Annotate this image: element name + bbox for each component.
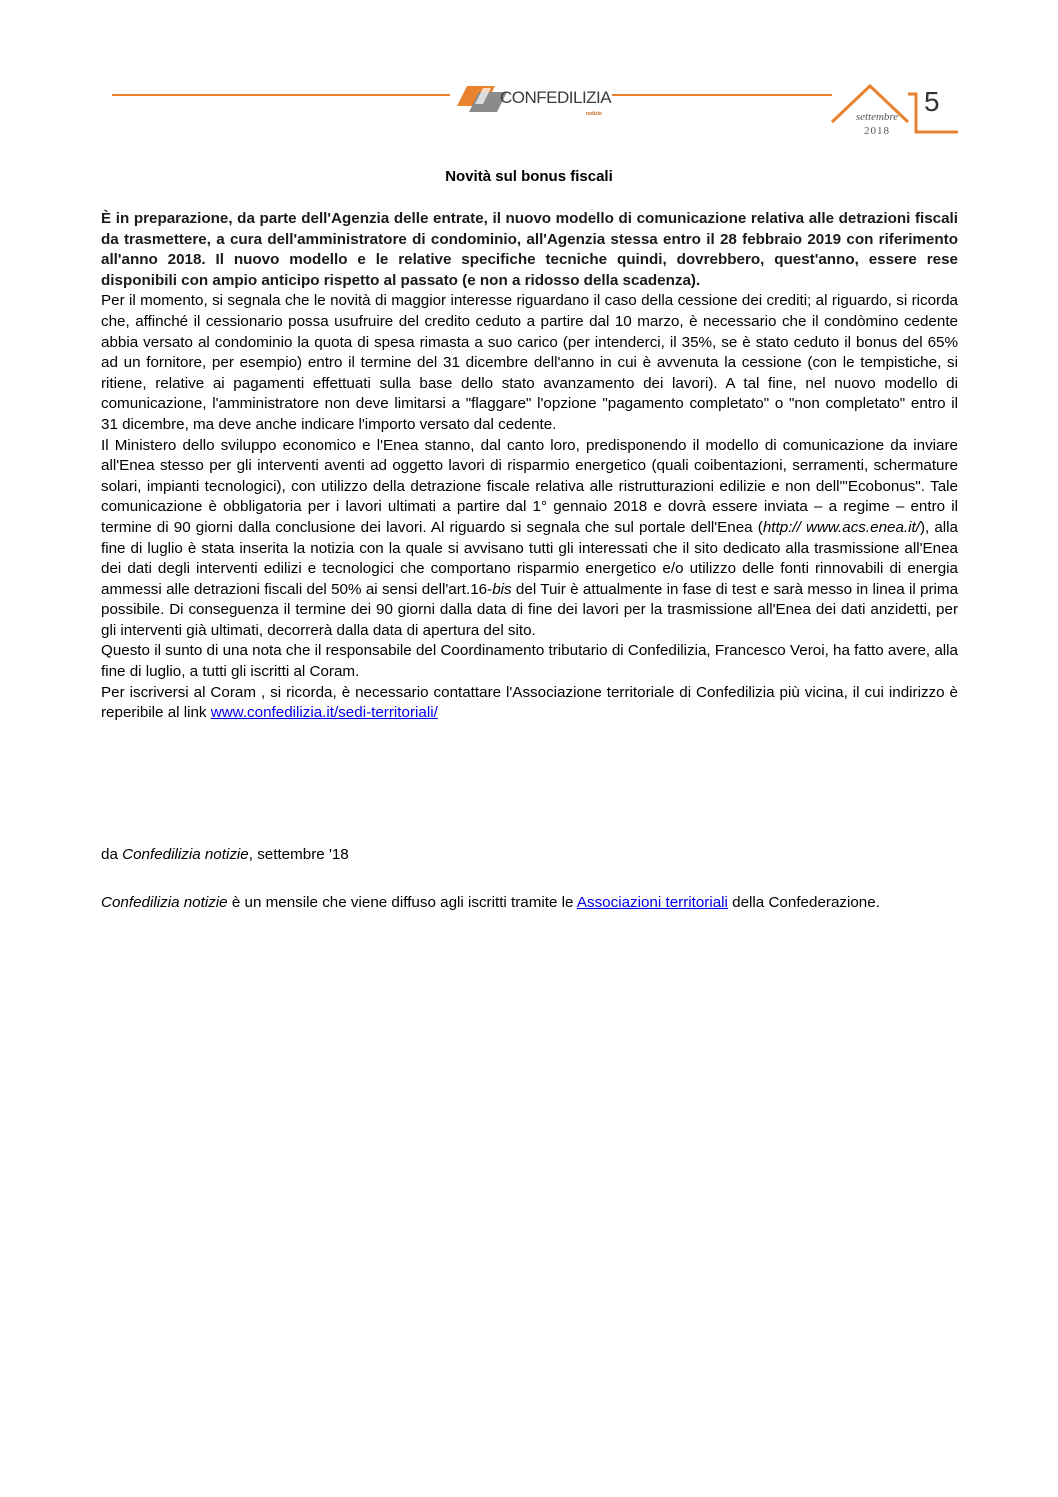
brand-name: CONFEDILIZIA — [500, 88, 612, 107]
paragraph-4: Questo il sunto di una nota che il responsabile del Coordinamento tributario di Confedilizia, Francesco Veroi, ha fatto avere, alla fine di luglio, a tutti gli iscritti al Coram. — [101, 642, 958, 681]
paragraph-3-part-b: ), alla fine di luglio è stata inserita la notizia con la quale si avvisano tutti gli interessati che il sito dedicato alla trasmissione all'Enea dei dati degli interventi edilizi e tecnologici che comportano risparmio energetico e/o utilizzo delle fonti rinnovabili di energia ammessi alle detrazioni fiscali del 50% ai sensi dell'art.16- — [101, 518, 958, 598]
article-body — [101, 209, 958, 724]
article-title: Novità sul bonus fiscali — [445, 168, 613, 185]
issue-year: 2018 — [864, 125, 890, 137]
source-publication: Confedilizia notizie — [122, 846, 249, 863]
sedi-territoriali-link[interactable]: www.confedilizia.it/sedi-territoriali/ — [210, 704, 438, 722]
paragraph-2: Per il momento, si segnala che le novità di maggior interesse riguardano il caso della cessione dei crediti; al riguardo, si ricorda che, affinché il cessionario possa usufruire del credito ceduto a partire dal 10 marzo, è necessario che il condòmino cedente abbia versato al condominio la quota di spesa rimasta a suo carico (per intenderci, il 35%, se è stato ceduto il bonus del 65% ad un fornitore, per esempio) entro il termine del 31 dicembre dell'anno in cui è avvenuta la cessione (con le tempistiche, si ritiene, relative ai pagamenti effettuati sulla base dello stato avanzamento dei lavori). A tal fine, nel nuovo modello di comunicazione, l'amministratore non deve limitarsi a "flaggare" l'opzione "pagamento completato" o "non completato" entro il 31 dicembre, ma deve anche indicare l'importo versato dal cedente. — [101, 292, 958, 433]
bis-word: bis — [492, 580, 512, 598]
associazioni-territoriali-link[interactable]: Associazioni territoriali — [576, 894, 728, 911]
paragraph-5 — [101, 683, 958, 724]
source-prefix: da — [101, 846, 123, 863]
header-rule-left — [112, 94, 450, 96]
paragraph-3-part-a: Il Ministero dello sviluppo economico e l'Enea stanno, dal canto loro, predisponendo il modello di comunicazione da inviare all'Enea stesso per gli interventi aventi ad oggetto lavori di risparmio energetico (quali coibentazioni, serramenti, schermature solari, impianti tecnologici), con utilizzo della detrazione fiscale relativa alle ristrutturazioni edilizie e non dell'"Ecobonus". Tale comunicazione è obbligatoria per i lavori ultimati a partire dal 1° gennaio 2018 e dovrà essere inviata – a regime – entro il termine di 90 giorni dalla conclusione dei lavori. Al riguardo si segnala che sul portale dell'Enea ( — [101, 436, 958, 536]
publication-description — [101, 892, 958, 913]
paragraph-1: È in preparazione, da parte dell'Agenzia delle entrate, il nuovo modello di comunicazione relativa alle detrazioni fiscali da trasmettere, a cura dell'amministratore di condominio, all'Agenzia stessa entro il 28 febbraio 2019 con riferimento all'anno 2018. Il nuovo modello e le relative specifiche tecniche quindi, dovrebbero, quest'anno, essere rese disponibili con ampio anticipo rispetto al passato (e non a ridosso della scadenza). — [101, 210, 958, 289]
page-header — [0, 0, 1058, 150]
page-number: 5 — [924, 86, 940, 117]
brand-subtitle: notizie — [586, 111, 602, 117]
description-middle: è un mensile che viene diffuso agli iscritti tramite le — [227, 894, 577, 911]
paragraph-5-text: Per iscriversi al Coram , si ricorda, è necessario contattare l'Associazione territoriale di Confedilizia più vicina, il cui indirizzo è reperibile al link — [101, 683, 958, 722]
source-suffix: , settembre '18 — [248, 846, 349, 863]
paragraph-3 — [101, 436, 958, 642]
description-publication: Confedilizia notizie — [101, 894, 228, 911]
header-rule-right — [612, 94, 832, 96]
description-end: della Confederazione. — [727, 894, 880, 911]
source-line — [101, 846, 349, 863]
paragraph-3-part-c: del Tuir è attualmente in fase di test e sarà messo in linea il prima possibile. Di conseguenza il termine dei 90 giorni dalla data di fine dei lavori per la trasmissione all'Enea dei dati anzidetti, per gli interventi già ultimati, decorrerà dalla data di apertura del sito. — [101, 580, 959, 639]
enea-url: http:// www.acs.enea.it/ — [762, 518, 920, 536]
issue-month: settembre — [855, 111, 899, 123]
